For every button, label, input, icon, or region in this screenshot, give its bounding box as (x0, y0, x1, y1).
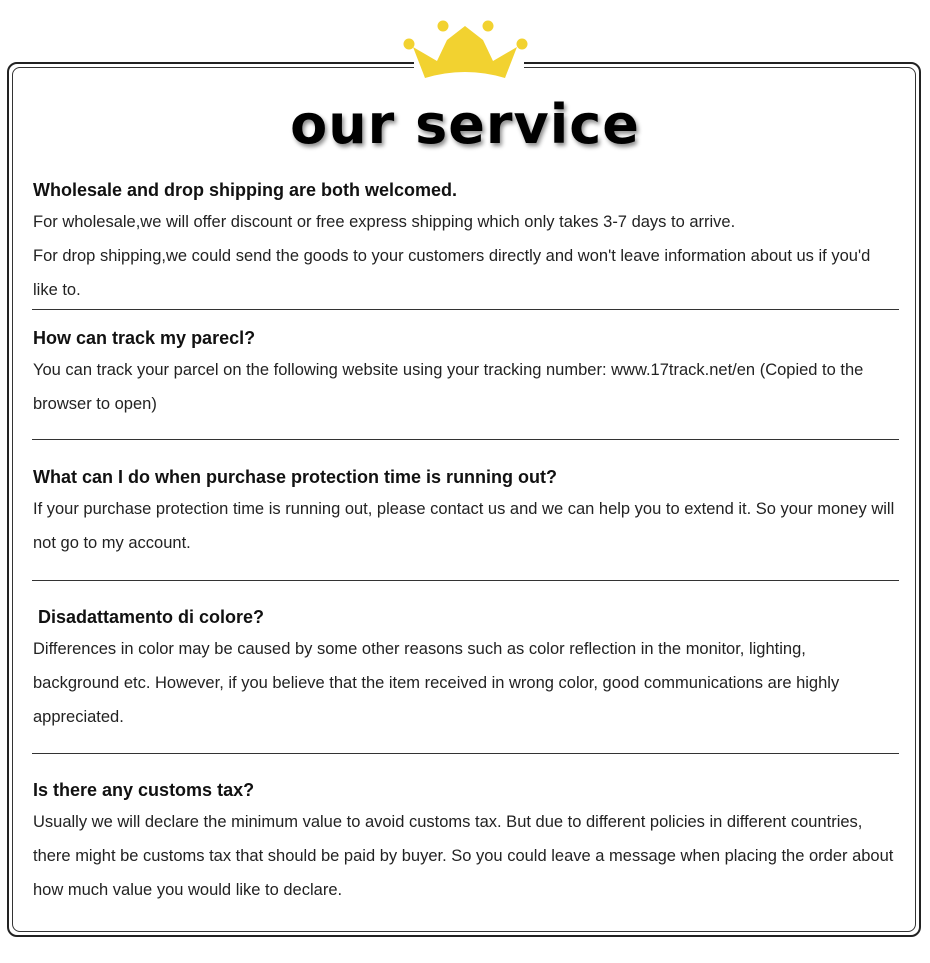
section-heading: Is there any customs tax? (33, 780, 255, 800)
divider (32, 580, 899, 581)
section-purchase-protection (33, 465, 895, 560)
section-paragraph: You can track your parcel on the following website using your tracking number: www.17track.net/en (Copied to the browser to open) (33, 361, 864, 413)
section-paragraph: Differences in color may be caused by some other reasons such as color reflection in the monitor, lighting, background etc. However, if you believe that the item received in wrong color, good communications are highly appreciated. (33, 640, 840, 726)
divider (32, 753, 899, 754)
section-heading: Wholesale and drop shipping are both welcomed. (33, 180, 458, 200)
section-wholesale (33, 178, 895, 307)
section-color (33, 605, 895, 734)
divider (32, 439, 899, 440)
section-heading: What can I do when purchase protection time is running out? (33, 467, 558, 487)
section-paragraph: For drop shipping,we could send the goods to your customers directly and won't leave information about us if you'd like to. (33, 247, 871, 299)
section-heading: Disadattamento di colore? (33, 607, 265, 627)
page-title: our service (290, 93, 640, 156)
section-paragraph: For wholesale,we will offer discount or free express shipping which only takes 3-7 days to arrive. (33, 213, 736, 231)
section-paragraph: Usually we will declare the minimum value to avoid customs tax. But due to different policies in different countries, there might be customs tax that should be paid by buyer. So you could leave a message when placing the order about how much value you would like to declare. (33, 813, 894, 899)
section-tracking (33, 326, 895, 421)
crown-icon (399, 14, 531, 84)
section-heading: How can track my parecl? (33, 328, 256, 348)
section-paragraph: If your purchase protection time is running out, please contact us and we can help you to extend it. So your money will not go to my account. (33, 500, 895, 552)
section-customs-tax (33, 778, 895, 907)
divider (32, 309, 899, 310)
